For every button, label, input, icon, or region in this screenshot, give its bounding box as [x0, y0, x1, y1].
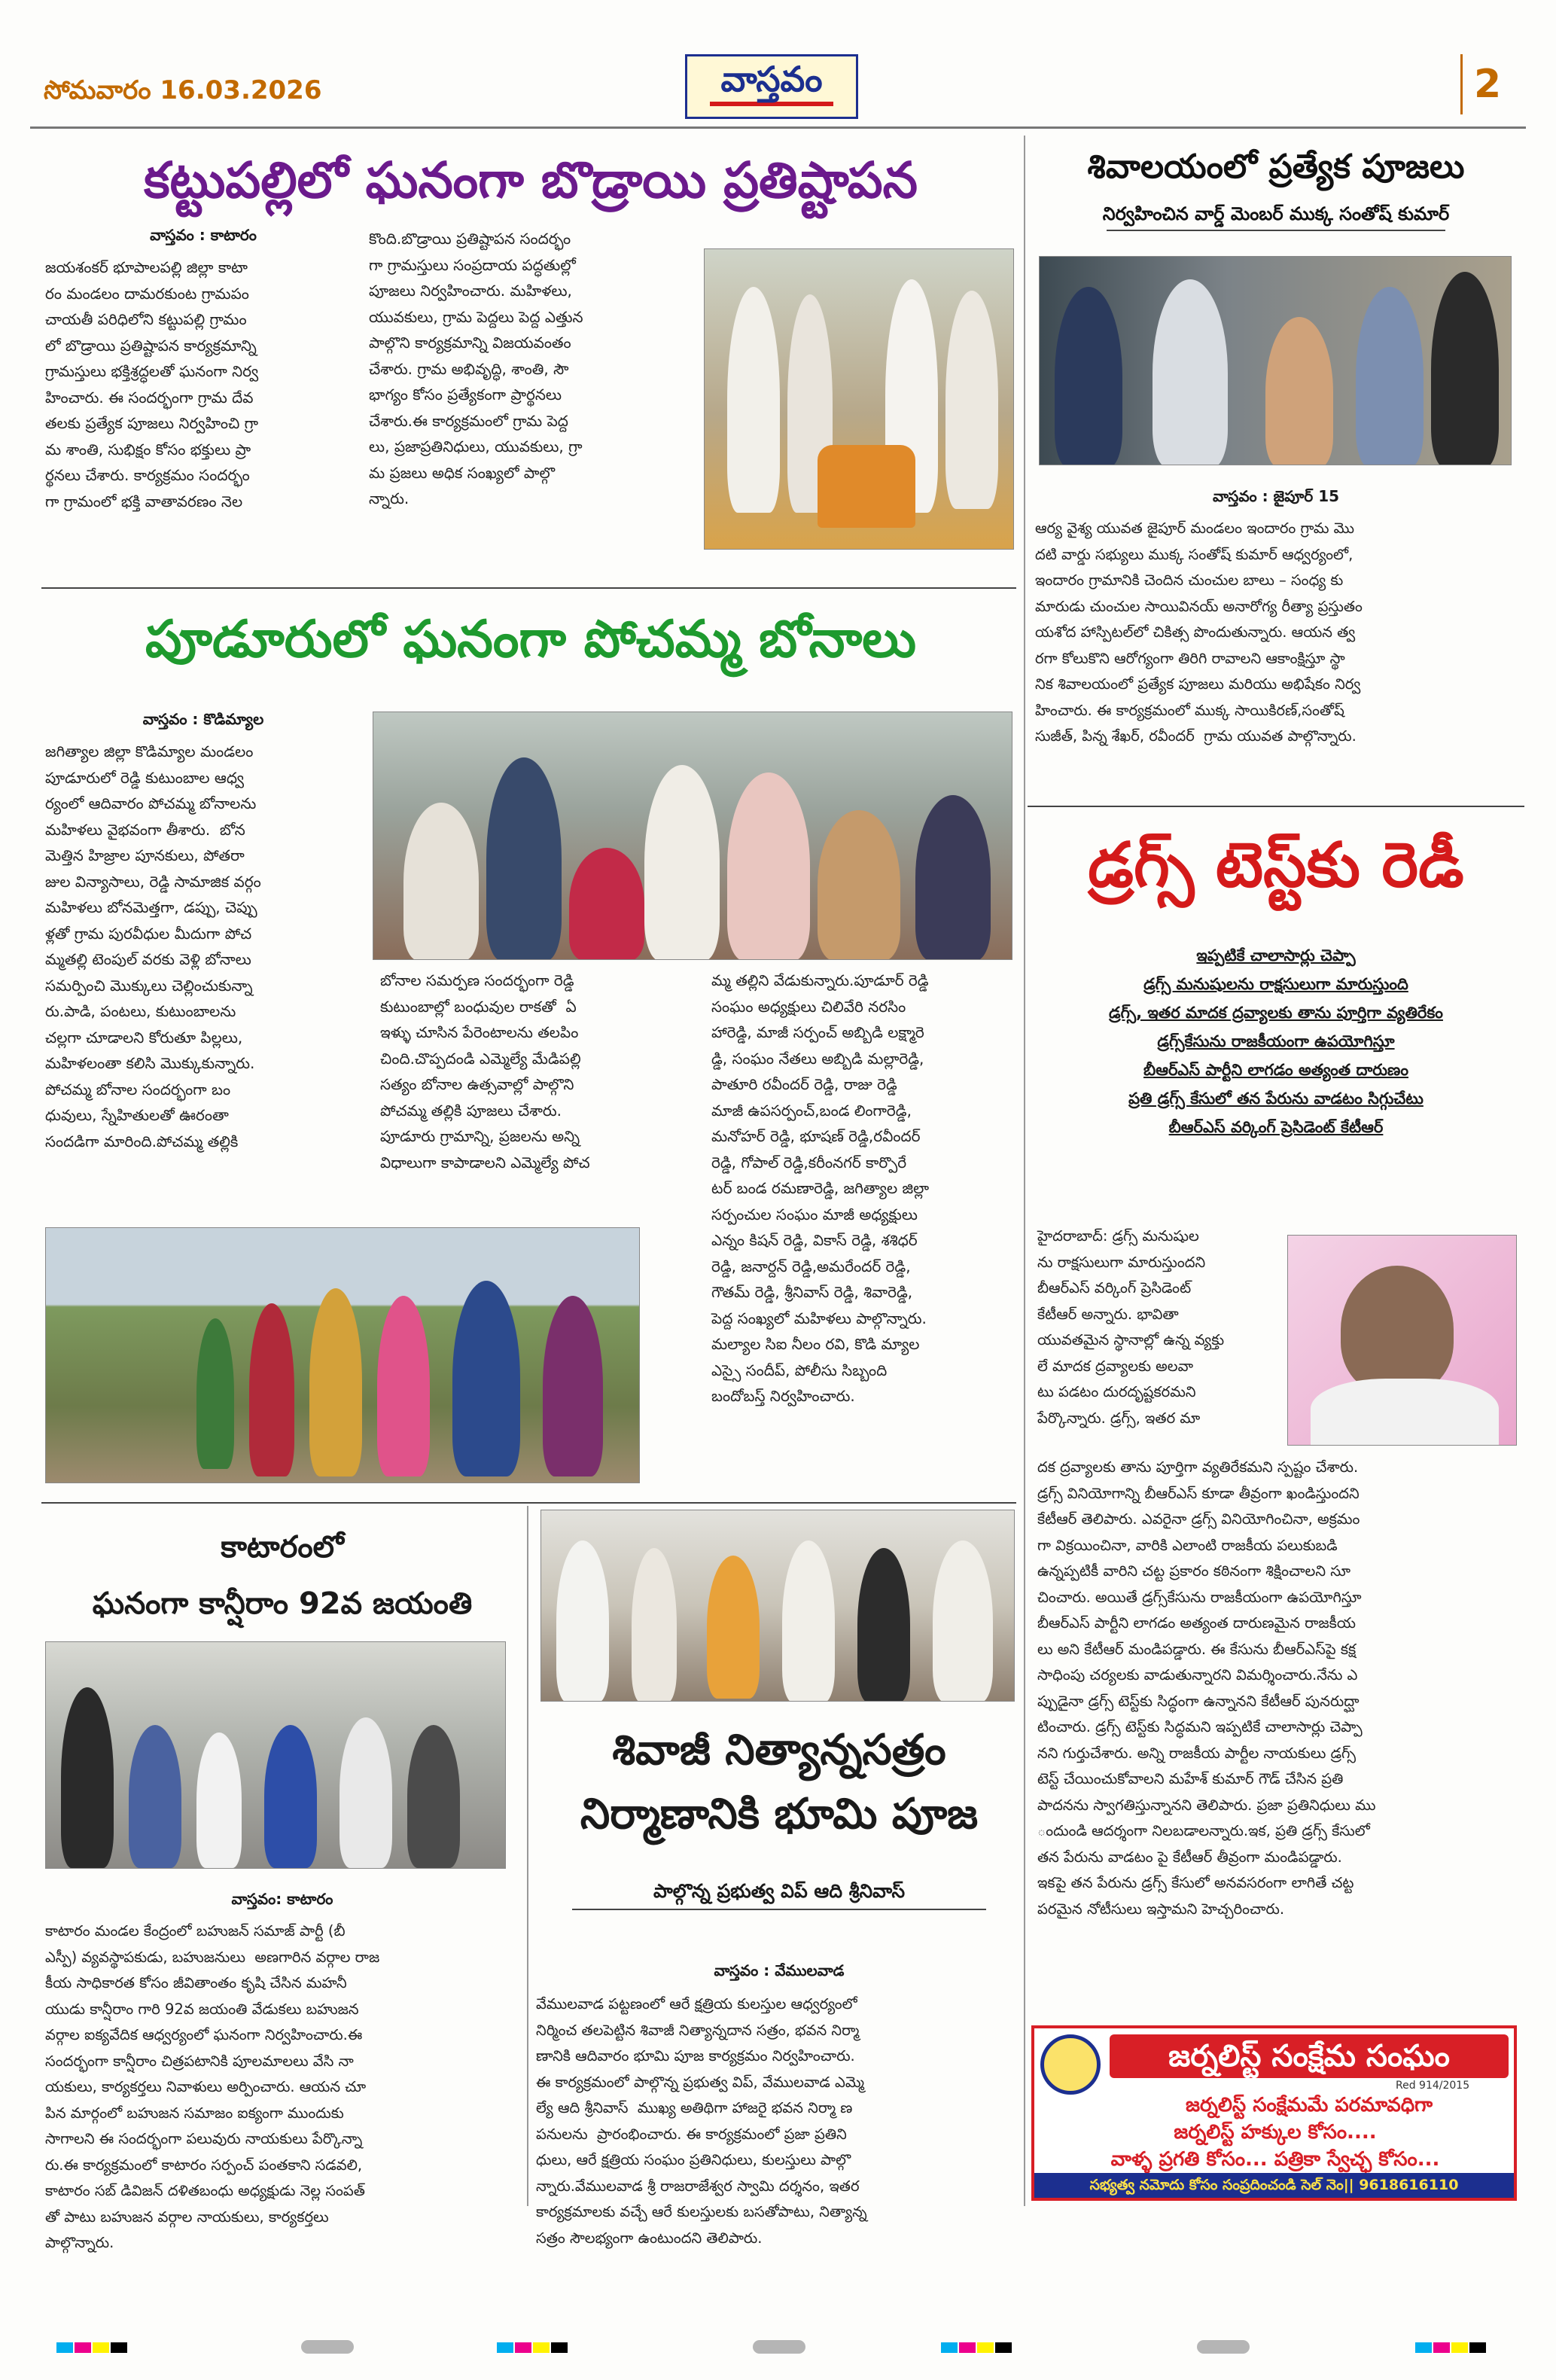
print-color-bar-left — [56, 2342, 129, 2356]
story2-subhead-rule — [1107, 230, 1445, 231]
story1-photo — [704, 248, 1014, 550]
rule-vertical-right — [1024, 136, 1025, 2206]
logo-underline — [710, 102, 833, 106]
story4-sub-line: బీఆర్ఎస్ పార్టీని లాగడం అత్యంత దారుణం — [1143, 1061, 1408, 1079]
story4-headline: డ్రగ్స్ టెస్ట్‌కు రెడీ — [1088, 830, 1464, 901]
story5-headline-line2: ఘనంగా కాన్షీరాం 92వ జయంతి — [92, 1586, 473, 1621]
masthead-rule — [30, 126, 1526, 129]
ad-reg-number: Red 914/2015 — [1396, 2080, 1470, 2092]
story5-photo — [45, 1641, 506, 1869]
story5-body: కాటారం మండల కేంద్రంలో బహుజన్ సమాజ్ పార్టీ (బీ ఎస్పీ) వ్యవస్థాపకుడు, బహుజనులు అణగారిన వర్గాల రాజ కీయ సాధికారత కోసం జీవితాంతం కృషి చేసిన మహనీ యుడు కాన్షీరాం గారి 92వ జయంతి వేడుకలు బహుజన వర్గాల ఐక్యవేదిక ఆధ్వర్యంలో ఘనంగా నిర్వహించారు.ఈ సందర్భంగా కాన్షీరాం చిత్రపటానికి పూలమాలలు వేసి నా యకులు, కార్యకర్తలు నివాళులు అర్పించారు. ఆయన చూ పిన మార్గంలో బహుజన సమాజం ఐక్యంగా ముందుకు సాగాలని ఈ సందర్భంగా పలువురు నాయకులు పేర్కొన్నా రు.ఈ కార్యక్రమంలో కాటారం సర్పంచ్ పంతకాని సడవలి, కాటారం సబ్ డివిజన్ దళితబంధు అధ్యక్షుడు నెల్ల సంపత్ తో పాటు బహుజన వర్గాల నాయకులు, కార్యకర్తలు పాల్గొన్నారు. — [45, 1922, 380, 2251]
story6-headline-line1: శివాజీ నిత్యాన్నసత్రం — [612, 1726, 946, 1775]
story3-photo-crowd — [373, 712, 1012, 960]
story1-headline: కట్టుపల్లిలో ఘనంగా బొడ్రాయి ప్రతిష్టాపన — [144, 151, 918, 209]
story4-sub-line: డ్రగ్స్ మనుషులను రాక్షసులుగా మారుస్తుంది — [1143, 975, 1408, 993]
story4-sub-line: డ్రగ్స్‌కేసును రాజకీయంగా ఉపయోగిస్తూ — [1157, 1032, 1395, 1050]
ad-title: జర్నలిస్ట్ సంక్షేమ సంఘం — [1110, 2034, 1509, 2078]
story3-col1: జగిత్యాల జిల్లా కొడిమ్యాల మండలం పూడూరులో రెడ్డి కుటుంబాల ఆధ్వ ర్యంలో ఆదివారం పోచమ్మ బోనాలను మహిళలు వైభవంగా తీశారు. బోన మెత్తిన హిజ్రాల పూనకులు, పోతరా జుల విన్యాసాలు, రెడ్డి సామాజిక వర్గం మహిళలు బోనమెత్తగా, డప్పు, చెప్పు ళ్లతో గ్రామ పురవీధుల మీదుగా పోచ మ్మతల్లి టెంపుల్ వరకు వెళ్లి బోనాలు సమర్పించి మొక్కులు చెల్లించుకున్నా రు.పాడి, పంటలు, కుటుంబాలను చల్లగా చూడాలని కోరుతూ పిల్లలు, మహిళలంతా కలిసి మొక్కుకున్నారు. పోచమ్మ బోనాల సందర్భంగా బం ధువులు, స్నేహితులతో ఊరంతా సందడిగా మారింది.పోచమ్మ తల్లికి — [45, 742, 261, 1150]
story2-headline: శివాలయంలో ప్రత్యేక పూజలు — [1087, 148, 1465, 186]
date-label: సోమవారం 16.03.2026 — [44, 75, 322, 105]
story4-sub-line: ఇప్పటికే చాలాసార్లు చెప్పా — [1196, 946, 1356, 964]
ad-line2: జర్నలిస్ట్ హక్కుల కోసం.... — [1174, 2121, 1377, 2144]
story4-body-wide: దక ద్రవ్యాలకు తాను పూర్తిగా వ్యతిరేకమని స్పష్టం చేశారు. డ్రగ్స్ వినియోగాన్ని బీఆర్ఎస్ కూడా తీవ్రంగా ఖండిస్తుందని కేటీఆర్ తెలిపారు. ఎవరైనా డ్రగ్స్ వినియోగించినా, అక్రమం గా విక్రయించినా, వారికి ఎలాంటి రాజకీయ పలుకుబడి ఉన్నప్పటికీ వారిని చట్ట ప్రకారం కఠినంగా శిక్షించాలని సూ చించారు. అయితే డ్రగ్స్‌కేసును రాజకీయంగా ఉపయోగిస్తూ బీఆర్ఎస్ పార్టీని లాగడం అత్యంత దారుణమైన రాజకీయ లు అని కేటీఆర్ మండిపడ్డారు. ఈ కేసును బీఆర్ఎస్‌పై కక్ష సాధింపు చర్యలకు వాడుతున్నారని విమర్శించారు.నేను ఎ ప్పుడైనా డ్రగ్స్ టెస్ట్‌కు సిద్ధంగా ఉన్నానని కేటీఆర్ పునరుద్ఘా టించారు. డ్రగ్స్ టెస్ట్‌కు సిద్ధమని ఇప్పటికే చాలాసార్లు చెప్పా నని గుర్తుచేశారు. అన్ని రాజకీయ పార్టీల నాయకులు డ్రగ్స్ టెస్ట్ చేయించుకోవాలని మహేశ్ కుమార్ గౌడ్ చేసిన ప్రతి పాదనను స్వాగతిస్తున్నానని తెలిపారు. ప్రజా ప్రతినిధులు ము ందుండి ఆదర్శంగా నిలబడాలన్నారు.ఇక, ప్రతి డ్రగ్స్ కేసులో తన పేరును వాడటం పై కేటీఆర్ తీవ్రంగా మండిపడ్డారు. ఇకపై తన పేరును డ్రగ్స్ కేసులో అనవసరంగా లాగితే చట్ట పరమైన నోటీసులు ఇస్తామని హెచ్చరించారు. — [1037, 1458, 1376, 1918]
story6-dateline: వాస్తవం : వేములవాడ — [714, 1961, 845, 1979]
print-registration-mark — [1197, 2340, 1250, 2354]
ad-emblem — [1040, 2034, 1101, 2095]
story4-photo-ktr — [1287, 1235, 1517, 1446]
story5-headline-line1: కాటారంలో — [221, 1530, 344, 1565]
story4-sub-lines — [1028, 941, 1524, 1141]
rule-vertical-bottom — [527, 1506, 528, 2206]
story5-dateline: వాస్తవం: కాటారం — [231, 1890, 333, 1908]
story4-sub-line: ప్రతి డ్రగ్స్ కేసులో తన పేరును వాడటం సిగ్గుచేటు — [1128, 1089, 1424, 1108]
ad-journalist-union — [1031, 2025, 1517, 2201]
print-registration-mark — [753, 2340, 805, 2354]
story4-body-narrow: హైదరాబాద్: డ్రగ్స్ మనుషుల ను రాక్షసులుగా మారుస్తుందని బీఆర్ఎస్ వర్కింగ్ ప్రెసిడెంట్ కేటీఆర్ అన్నారు. భావితా యువతమైన స్థానాల్లో ఉన్న వ్యక్తు లే మాదక ద్రవ్యాలకు అలవా టు పడటం దురదృష్టకరమని పేర్కొన్నారు. డ్రగ్స్, ఇతర మా — [1037, 1227, 1225, 1427]
rule-above-bottom — [41, 1502, 1016, 1504]
page-number-divider — [1460, 54, 1463, 114]
page-number: 2 — [1474, 62, 1502, 107]
story1-col1: జయశంకర్ భూపాలపల్లి జిల్లా కాటా రం మండలం దామరకుంట గ్రామపం చాయతీ పరిధిలోని కట్టుపల్లి గ్రామం లో బొడ్రాయి ప్రతిష్టాపన కార్యక్రమాన్ని గ్రామస్తులు భక్తిశ్రద్ధలతో ఘనంగా నిర్వ హించారు. ఈ సందర్భంగా గ్రామ దేవ తలకు ప్రత్యేక పూజలు నిర్వహించి గ్రా మ శాంతి, సుభిక్షం కోసం భక్తులు ప్రా ర్థనలు చేశారు. కార్యక్రమం సందర్భం గా గ్రామంలో భక్తి వాతావరణం నెల — [45, 258, 259, 510]
print-color-bar-center — [497, 2342, 569, 2356]
ad-contact: సభ్యత్వ నమోదు కోసం సంప్రదించండి సెల్ నెం|| 9618616110 — [1034, 2173, 1514, 2198]
story6-subhead-rule — [572, 1909, 986, 1910]
story3-photo-procession — [45, 1227, 640, 1483]
story3-dateline: వాస్తవం : కొడిమ్యాల — [142, 710, 264, 728]
story2-subhead: నిర్వహించిన వార్డ్ మెంబర్ ముక్క సంతోష్ కుమార్ — [1102, 203, 1450, 224]
story4-sub-line: బీఆర్ఎస్ వర్కింగ్ ప్రెసిడెంట్ కేటీఆర్ — [1168, 1118, 1384, 1136]
print-color-bar-right — [1415, 2342, 1487, 2356]
ad-line3: వాళ్ళ ప్రగతి కోసం... పత్రికా స్వేచ్ఛ కోసం... — [1110, 2148, 1440, 2171]
story3-col3: మ్మ తల్లిని వేడుకున్నారు.పూడూర్ రెడ్డి సంఘం అధ్యక్షులు చిలివేరి నరసిం హారెడ్డి, మాజీ సర్పంచ్ అబ్బిడి లక్ష్మారె డ్డి, సంఘం నేతలు అబ్బిడి మల్లారెడ్డి, పాతూరి రవీందర్ రెడ్డి, రాజు రెడ్డి మాజీ ఉపసర్పంచ్,బండ లింగారెడ్డి, మనోహర్ రెడ్డి, భూషణ్ రెడ్డి,రవీందర్ రెడ్డి, గోపాల్ రెడ్డి,కరీంనగర్ కార్పొరే టర్ బండ రమణారెడ్డి, జగిత్యాల జిల్లా సర్పంచుల సంఘం మాజీ అధ్యక్షులు ఎన్నం కిషన్ రెడ్డి, వికాస్ రెడ్డి, శశిధర్ రెడ్డి, జనార్దన్ రెడ్డి,అమరేందర్ రెడ్డి, గౌతమ్ రెడ్డి, శ్రీనివాస్ రెడ్డి, శివారెడ్డి, పెద్ద సంఖ్యలో మహిళలు పాల్గొన్నారు. మల్యాల సిఐ నీలం రవి, కొడి మ్యాల ఎస్సై సందీప్, పోలీసు సిబ్బంది బందోబస్త్ నిర్వహించారు. — [711, 971, 930, 1405]
story1-col2: కొంది.బొడ్రాయి ప్రతిష్టాపన సందర్భం గా గ్రామస్తులు సంప్రదాయ పద్ధతుల్లో పూజలు నిర్వహించారు. మహిళలు, యువకులు, గ్రామ పెద్దలు పెద్ద ఎత్తున పాల్గొని కార్యక్రమాన్ని విజయవంతం చేశారు. గ్రామ అభివృద్ధి, శాంతి, సౌ భాగ్యం కోసం ప్రత్యేకంగా ప్రార్థనలు చేశారు.ఈ కార్యక్రమంలో గ్రామ పెద్ద లు, ప్రజాప్రతినిధులు, యువకులు, గ్రా మ ప్రజలు అధిక సంఖ్యలో పాల్గొ న్నారు. — [369, 230, 583, 507]
story3-headline: పూడూరులో ఘనంగా పోచమ్మ బోనాలు — [145, 610, 917, 669]
story2-body: ఆర్య వైశ్య యువత జైపూర్ మండలం ఇందారం గ్రామ మొ దటి వార్డు సభ్యులు ముక్క సంతోష్ కుమార్ ఆధ్వర్యంలో, ఇందారం గ్రామానికి చెందిన చుంచుల బాలు – సంధ్య కు మారుడు చుంచుల సాయివినయ్ అనారోగ్య రీత్యా ప్రస్తుతం యశోద హాస్పిటల్‌లో చికిత్స పొందుతున్నారు. ఆయన త్వ రగా కోలుకొని ఆరోగ్యంగా తిరిగి రావాలని ఆకాంక్షిస్తూ స్థా నిక శివాలయంలో ప్రత్యేక పూజలు మరియు అభిషేకం నిర్వ హించారు. ఈ కార్యక్రమంలో ముక్క సాయికిరణ్,సంతోష్ సుజీత్, పిన్న శేఖర్, రవీందర్ గ్రామ యువత పాల్గొన్నారు. — [1035, 520, 1363, 745]
ad-line1: జర్నలిస్ట్ సంక్షేమమే పరమావధిగా — [1185, 2094, 1433, 2116]
print-registration-mark — [301, 2340, 354, 2354]
masthead — [0, 0, 1556, 128]
story6-headline-line2: నిర్మాణానికి భూమి పూజ — [580, 1790, 979, 1839]
story2-photo — [1039, 256, 1512, 465]
print-color-bar-center2 — [941, 2342, 1013, 2356]
rule-above-story4 — [1028, 806, 1524, 807]
story4-sub-line: డ్రగ్స్, ఇతర మాదక ద్రవ్యాలకు తాను పూర్తిగా వ్యతిరేకం — [1109, 1004, 1443, 1022]
masthead-logo — [685, 54, 858, 119]
story6-body: వేములవాడ పట్టణంలో ఆరే క్షత్రియ కులస్తుల ఆధ్వర్యంలో నిర్మించ తలపెట్టిన శివాజీ నిత్యాన్నదాన సత్రం, భవన నిర్మా ణానికి ఆదివారం భూమి పూజ కార్యక్రమం నిర్వహించారు. ఈ కార్యక్రమంలో పాల్గొన్న ప్రభుత్వ విప్, వేములవాడ ఎమ్మె ల్యే ఆది శ్రీనివాస్ ముఖ్య అతిథిగా హాజరై భవన నిర్మా ణ పనులను ప్రారంభించారు. ఈ కార్యక్రమంలో ప్రజా ప్రతిని ధులు, ఆరే క్షత్రియ సంఘం ప్రతినిధులు, కులస్తులు పాల్గొ న్నారు.వేములవాడ శ్రీ రాజరాజేశ్వర స్వామి దర్శనం, ఇతర కార్యక్రమాలకు వచ్చే ఆరే కులస్తులకు బసతోపాటు, నిత్యాన్న సత్రం సౌలభ్యంగా ఉంటుందని తెలిపారు. — [536, 1995, 867, 2247]
story6-subhead: పాల్గొన్న ప్రభుత్వ విప్ ఆది శ్రీనివాస్ — [653, 1880, 906, 1902]
story2-dateline: వాస్తవం : జైపూర్ 15 — [1212, 487, 1340, 505]
paper-name: వాస్తవం — [720, 59, 823, 99]
story3-col2: బోనాల సమర్పణ సందర్భంగా రెడ్డి కుటుంబాల్లో బంధువుల రాకతో ఏ ఇళ్ళు చూసిన పేరెంటాలను తలపిం చింది.చొప్పదండి ఎమ్మెల్యే మేడిపల్లి సత్యం బోనాల ఉత్సవాల్లో పాల్గొని పోచమ్మ తల్లికి పూజలు చేశారు. పూడూరు గ్రామాన్ని, ప్రజలను అన్ని విధాలుగా కాపాడాలని ఎమ్మెల్యే పోచ — [380, 971, 590, 1172]
story1-dateline: వాస్తవం : కాటారం — [150, 226, 257, 244]
story6-photo — [540, 1510, 1015, 1702]
rule-below-story1 — [41, 587, 1016, 589]
